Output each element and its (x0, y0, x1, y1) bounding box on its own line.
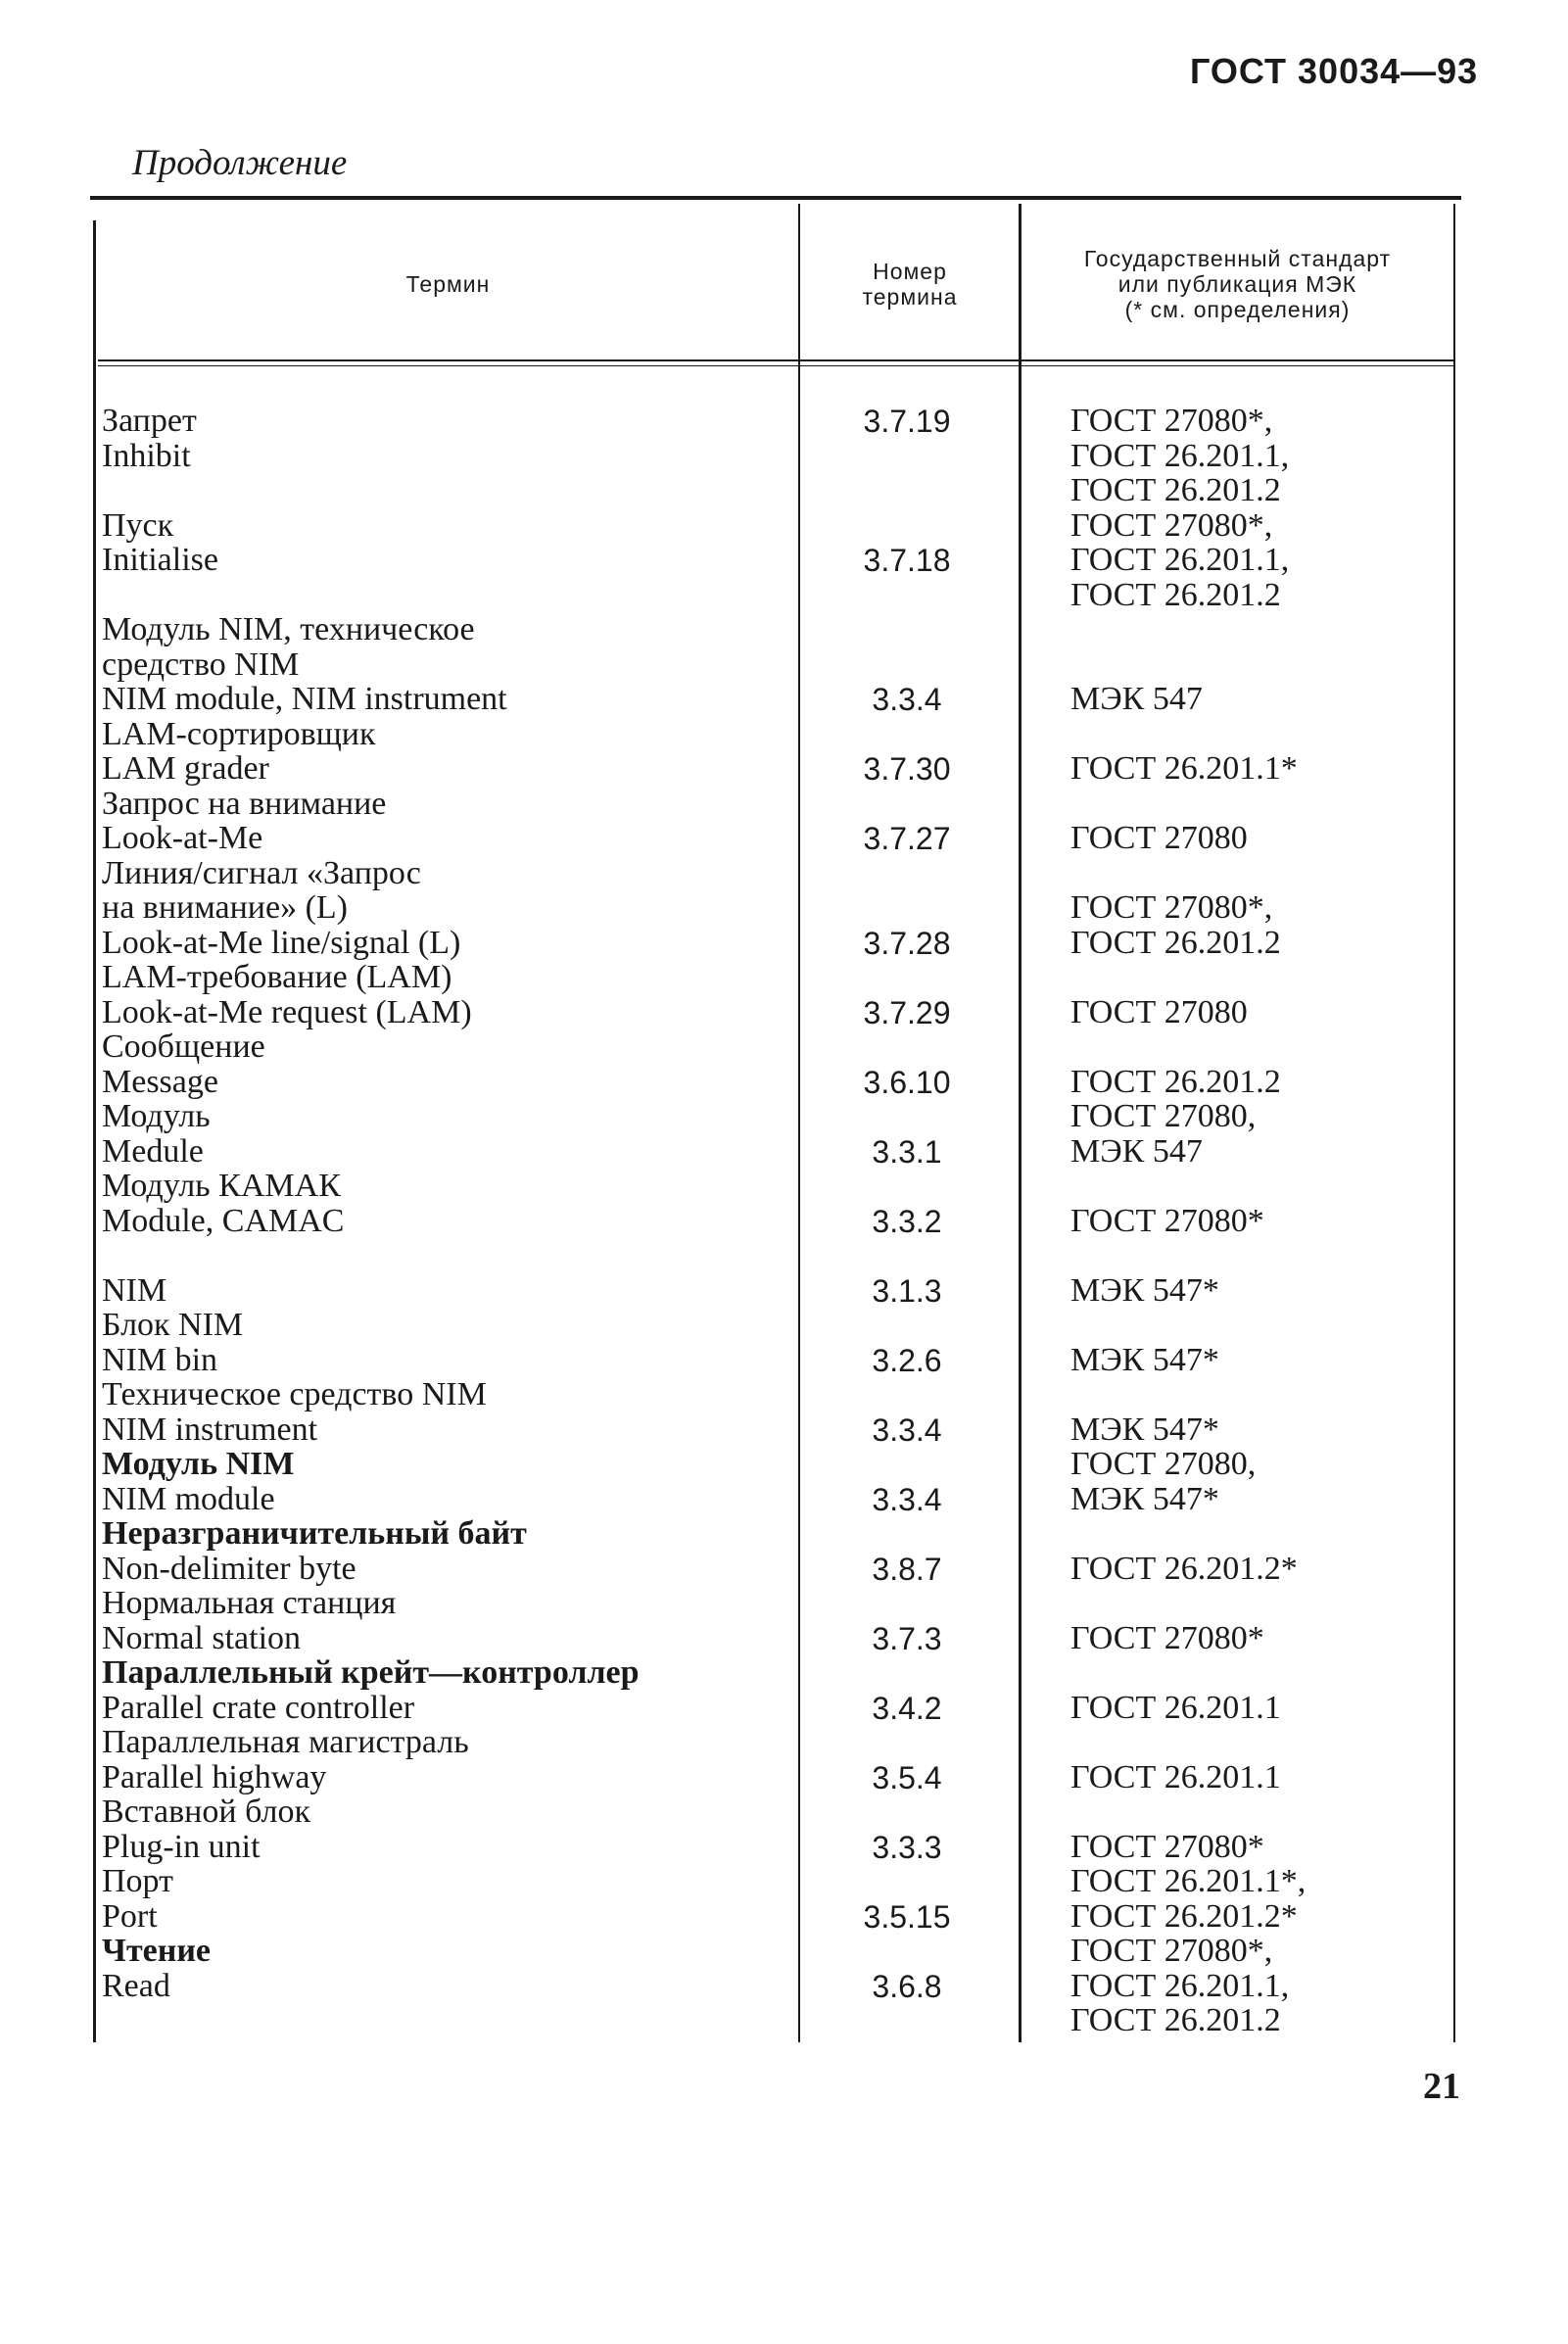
standard-reference-line: МЭК 547* (1070, 1271, 1219, 1309)
term-row: Линия/сигнал «Запрос (102, 854, 421, 891)
term-row: Чтение (102, 1933, 212, 1969)
table-right-border (1453, 204, 1455, 2042)
standard-reference-line: ГОСТ 27080*, (1070, 1933, 1273, 1969)
standard-reference-line: МЭК 547* (1070, 1341, 1219, 1378)
standard-reference-line: ГОСТ 27080*, (1070, 889, 1273, 926)
standard-reference (1070, 1691, 1281, 1726)
term-row: Look-at-Me line/signal (L) (102, 924, 461, 961)
terms-column (102, 404, 787, 2003)
term-number: 3.6.8 (872, 1968, 942, 2004)
term-number: 3.4.2 (872, 1690, 942, 1726)
standard-reference-line: МЭК 547 (1070, 681, 1203, 717)
page-number: 21 (1423, 2066, 1460, 2107)
term-row: Initialise (102, 542, 218, 578)
column-divider-1 (798, 204, 800, 2042)
standard-reference (1070, 1552, 1298, 1587)
term-row: Medule (102, 1132, 204, 1170)
term-row: Неразграничительный байт (102, 1515, 527, 1552)
standard-reference (1070, 751, 1298, 787)
standard-reference (1070, 1830, 1264, 1865)
term-number: 3.7.19 (863, 404, 951, 439)
term-row: Вставной блок (102, 1794, 311, 1830)
term-number: 3.6.10 (863, 1064, 951, 1100)
term-number: 3.7.27 (863, 821, 951, 856)
standard-reference (1070, 995, 1248, 1030)
standard-reference-line: ГОСТ 27080*, (1070, 403, 1273, 439)
standard-reference (1070, 682, 1203, 717)
column-divider-2 (1019, 204, 1022, 2042)
term-row: Parallel crate controller (102, 1689, 415, 1726)
standard-reference (1070, 1447, 1256, 1516)
term-row (102, 1238, 787, 1273)
term-number: 3.5.15 (863, 1898, 951, 1935)
term-row: Сообщение (102, 1028, 265, 1065)
standard-reference (1070, 1412, 1219, 1448)
term-row: Модуль КАМАК (102, 1168, 341, 1204)
standard-reference (1070, 1864, 1306, 1934)
table-left-border (93, 220, 96, 2042)
standard-reference-line: ГОСТ 27080*, (1070, 506, 1273, 544)
term-number: 3.7.18 (863, 543, 951, 578)
term-row: Inhibit (102, 437, 191, 474)
standard-reference-line: ГОСТ 26.201.2* (1070, 1897, 1298, 1935)
table-top-rule (90, 196, 1461, 200)
term-number: 3.3.4 (872, 1411, 942, 1448)
column-header-term-line: Термин (405, 271, 491, 297)
standard-reference-line: ГОСТ 27080* (1070, 1202, 1264, 1239)
term-row: Look-at-Me (102, 820, 263, 856)
term-row: Параллельная магистраль (102, 1724, 469, 1760)
term-number: 3.7.3 (872, 1620, 942, 1656)
term-row: Порт (102, 1863, 173, 1899)
standard-reference (1070, 1204, 1264, 1239)
column-header-standard (1022, 215, 1453, 353)
standard-reference-line: ГОСТ 27080 (1070, 993, 1248, 1030)
standard-reference (1070, 1343, 1219, 1378)
term-row: Port (102, 1897, 158, 1935)
standard-reference-line: ГОСТ 27080 (1070, 820, 1248, 856)
term-row: Normal station (102, 1619, 302, 1656)
column-header-number-line: термина (862, 284, 958, 310)
column-header-standard-line: Государственный стандарт (1083, 246, 1392, 271)
term-row: Запрос на внимание (102, 785, 387, 822)
standard-reference-line: ГОСТ 27080, (1070, 1446, 1257, 1482)
term-row: Нормальная станция (102, 1585, 397, 1621)
term-row: средство NIM (102, 646, 300, 683)
term-row: LAM grader (102, 750, 269, 787)
header-bottom-rule-secondary (98, 365, 1453, 366)
standard-reference-line: ГОСТ 26.201.1 (1070, 1689, 1281, 1726)
standard-reference-line: ГОСТ 26.201.1, (1070, 542, 1290, 578)
standard-reference (1070, 404, 1289, 508)
term-number: 3.5.4 (872, 1759, 942, 1795)
standard-reference-line: МЭК 547 (1070, 1132, 1203, 1170)
standard-reference (1070, 890, 1281, 960)
standard-reference-line: ГОСТ 26.201.2 (1070, 924, 1281, 961)
standard-reference-line: ГОСТ 26.201.2 (1070, 576, 1281, 613)
column-header-number-line: Номер (873, 259, 947, 284)
column-header-term (98, 215, 798, 353)
term-row: NIM module (102, 1480, 275, 1517)
term-number: 3.7.29 (863, 994, 951, 1030)
standard-reference (1070, 1065, 1281, 1100)
standard-reference (1070, 508, 1289, 613)
standard-reference-line: ГОСТ 26.201.1, (1070, 1967, 1290, 2004)
term-row: NIM instrument (102, 1411, 318, 1448)
term-number: 3.2.6 (872, 1342, 942, 1378)
term-row: Модуль NIM, техническое (102, 611, 475, 647)
term-row: Пуск (102, 506, 174, 544)
standard-reference (1070, 1273, 1219, 1309)
term-number: 3.3.1 (872, 1133, 942, 1170)
term-row: Техническое средство NIM (102, 1376, 487, 1412)
standard-reference-line: ГОСТ 27080* (1070, 1619, 1264, 1656)
column-header-number (801, 215, 1019, 353)
term-row: LAM-требование (LAM) (102, 959, 452, 995)
term-row: Module, CAMAC (102, 1202, 345, 1239)
term-row: Plug-in unit (102, 1828, 261, 1865)
term-row: Non-delimiter byte (102, 1550, 356, 1587)
term-row: Блок NIM (102, 1307, 244, 1343)
standard-reference (1070, 1099, 1256, 1169)
term-row: на внимание» (L) (102, 889, 348, 926)
term-number: 3.3.2 (872, 1203, 942, 1239)
term-row (102, 473, 787, 508)
header-bottom-rule (98, 359, 1453, 361)
standard-reference-line: ГОСТ 26.201.2 (1070, 1063, 1281, 1100)
standard-reference-line: МЭК 547* (1070, 1480, 1219, 1517)
standard-reference-line: ГОСТ 26.201.2* (1070, 1550, 1298, 1587)
term-row: LAM-сортировщик (102, 715, 376, 752)
standard-reference-line: ГОСТ 26.201.1 (1070, 1758, 1281, 1795)
continuation-label: Продолжение (132, 143, 348, 183)
standard-reference-line: МЭК 547* (1070, 1411, 1219, 1448)
term-row: Запрет (102, 403, 197, 439)
term-row: Message (102, 1063, 218, 1100)
term-number: 3.3.3 (872, 1829, 942, 1865)
standard-reference-line: ГОСТ 27080, (1070, 1098, 1257, 1134)
document-number: ГОСТ 30034—93 (1190, 51, 1479, 91)
standard-reference (1070, 1621, 1264, 1656)
term-number: 3.1.3 (872, 1272, 942, 1309)
standard-reference-line: ГОСТ 27080* (1070, 1828, 1264, 1865)
term-row: NIM (102, 1271, 167, 1309)
standard-reference-line: ГОСТ 26.201.2 (1070, 472, 1281, 508)
term-row: Параллельный крейт—контроллер (102, 1654, 640, 1691)
term-number: 3.7.28 (863, 925, 951, 961)
term-row (102, 578, 787, 613)
standard-reference-line: ГОСТ 26.201.1, (1070, 437, 1290, 474)
column-header-standard-line: (* см. определения) (1124, 297, 1351, 322)
standard-reference (1070, 1760, 1281, 1795)
term-row: NIM module, NIM instrument (102, 681, 507, 717)
term-row: NIM bin (102, 1341, 218, 1378)
column-header-standard-line: или публикация МЭК (1117, 271, 1357, 297)
term-number: 3.3.4 (872, 1481, 942, 1517)
term-number: 3.8.7 (872, 1551, 942, 1587)
term-row: Модуль (102, 1098, 211, 1134)
standard-reference (1070, 1934, 1289, 2038)
standard-reference-line: ГОСТ 26.201.2 (1070, 2002, 1281, 2038)
term-number: 3.7.30 (863, 751, 951, 787)
standard-reference (1070, 821, 1248, 856)
term-row: Read (102, 1967, 170, 2004)
term-number: 3.3.4 (872, 682, 942, 717)
standard-reference-line: ГОСТ 26.201.1*, (1070, 1863, 1307, 1899)
term-row: Parallel highway (102, 1758, 327, 1795)
term-row: Look-at-Me request (LAM) (102, 993, 472, 1030)
standard-reference-line: ГОСТ 26.201.1* (1070, 750, 1298, 787)
term-row: Модуль NIM (102, 1446, 295, 1482)
